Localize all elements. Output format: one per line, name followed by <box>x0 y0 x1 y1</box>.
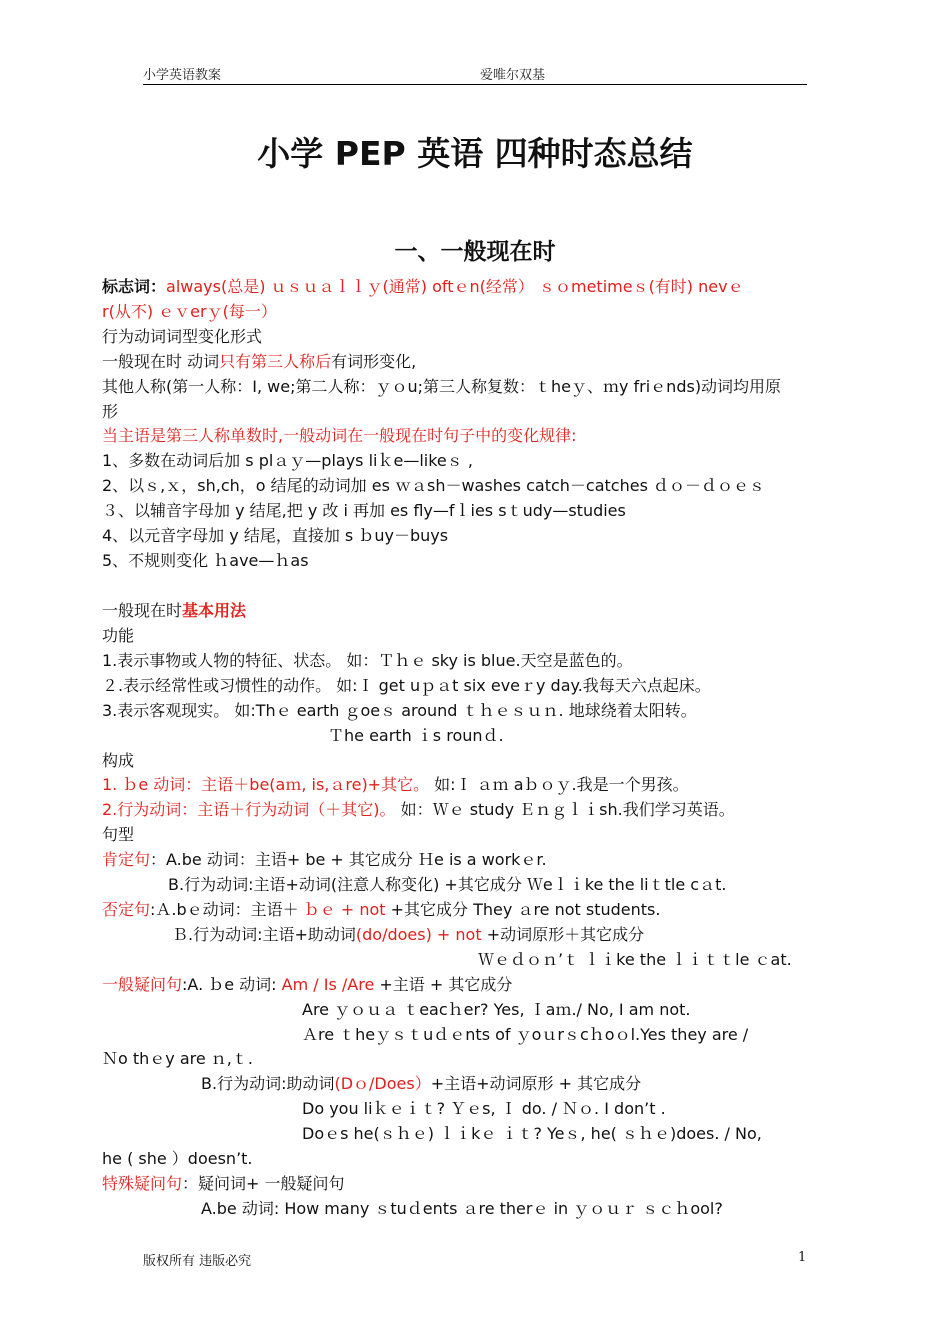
example-sentence: Ａre ｔheｙｓｔuｄｅnts of ｙoｕrｓcｈoｏl.Yes they are / <box>302 1025 749 1044</box>
highlight-span: Am / Is /Are <box>281 975 375 994</box>
highlight-span: 基本用法 <box>182 601 247 620</box>
header-left: 小学英语教案 <box>143 68 222 83</box>
sentence-pattern <box>201 1074 641 1094</box>
sentence-pattern <box>102 900 660 920</box>
rule-item: 1、多数在动词后加 s plａｙ—plays liｋe—likeｓ , <box>102 451 473 470</box>
header-center: 爱唯尔双基 <box>480 68 546 83</box>
example-sentence: Doｅs he(ｓｈｅ) ｌｉkｅ ｉｔ? Yeｓ, he( ｓｈｅ)does. / No, <box>302 1124 762 1143</box>
rule-item: 5、不规则变化 ｈave—ｈas <box>102 551 309 570</box>
highlight-span: ｂｅ + not <box>303 900 386 919</box>
structure-item <box>102 775 689 795</box>
text-line: 形 <box>102 402 119 421</box>
text-span: B.行为动词:助动词 <box>201 1074 335 1093</box>
example-sentence: A.be 动词: How many ｓtuｄents ａre therｅ in ｙｏｕｒ ｓｃｈool? <box>201 1199 723 1218</box>
rule-heading: 当主语是第三人称单数时,一般动词在一般现在时句子中的变化规律: <box>102 426 577 445</box>
text-span: +动词原形＋其它成分 <box>481 925 645 944</box>
text-line <box>102 352 416 372</box>
text-span: ：A.be 动词：主语+ be + 其它成分 Ｈe is a workｅr. <box>150 850 547 869</box>
text-span: +其它成分 They ａre not students. <box>385 900 661 919</box>
highlight-span: 否定句 <box>102 900 151 919</box>
sentence-pattern: B.行为动词:主语+动词(注意人称变化) +其它成分 Ｗeｌｉke the liｔtle cａt. <box>168 875 727 894</box>
sentence-pattern <box>172 925 644 945</box>
footer-copyright: 版权所有 违版必究 <box>143 1254 252 1269</box>
text-span: 一般现在时 <box>102 601 183 620</box>
function-item: 1.表示事物或人物的特征、状态。 如：Ｔｈｅ sky is blue.天空是蓝色的。 <box>102 651 633 670</box>
sentence-pattern <box>102 1174 345 1194</box>
text-line: 其他人称(第一人称：I, we;第二人称：ｙｏu;第三人称复数：ｔheｙ、ｍy friｅnds)动词均用原 <box>102 377 782 396</box>
document-title: 小学 PEP 英语 四种时态总结 <box>257 134 693 173</box>
text-span: +主语+动词原形 + 其它成分 <box>430 1074 642 1093</box>
highlight-span: (Dｏ/Does） <box>334 1074 431 1093</box>
structure-item <box>102 800 735 820</box>
example-sentence: he ( she ）doesn’t. <box>102 1149 253 1168</box>
subheading: 功能 <box>102 626 135 645</box>
highlight-span: 1. ｂe 动词：主语＋be(aｍ, is,ａre)+其它。 <box>102 775 430 794</box>
signal-words-line <box>102 277 744 297</box>
example-sentence: Do you liｋｅｉｔ? Ｙｅs, Ｉ do. / Ｎｏ. I don’t . <box>302 1099 666 1118</box>
example-sentence: Ｎo thｅy are ｎ,ｔ. <box>102 1049 253 1068</box>
function-item: 3.表示客观现实。 如:Thｅ earth ｇoeｓ around ｔｈｅｓｕｎ. 地球绕着太阳转。 <box>102 701 697 720</box>
highlight-span: 一般疑问句 <box>102 975 183 994</box>
highlight-span: (do/does) + not <box>355 925 482 944</box>
sentence-pattern <box>102 975 512 995</box>
text-span: 如:Ｉ ａｍ aｂｏｙ.我是一个男孩。 <box>429 775 689 794</box>
highlight-span: 2.行为动词：主语＋行为动词（＋其它)。 <box>102 800 396 819</box>
usage-heading <box>102 601 246 621</box>
highlight-span: 肯定句 <box>102 850 151 869</box>
text-span: ：疑问词+ 一般疑问句 <box>182 1174 345 1193</box>
text-span: :Ａ.bｅ动词：主语＋ <box>150 900 304 919</box>
function-example: Ｔhe earth ｉs rounｄ. <box>328 726 504 745</box>
rule-item: 4、以元音字母加 y 结尾，直接加 s ｂuy－buys <box>102 526 449 545</box>
highlight-span: 特殊疑问句 <box>102 1174 183 1193</box>
signal-words-cont: r(从不) ｅｖerｙ(每一） <box>102 302 277 321</box>
subheading: 构成 <box>102 751 135 770</box>
example-sentence: Are ｙｏｕａ ｔeacｈer? Yes, Ｉaｍ./ No, I am not. <box>302 1000 691 1019</box>
text-span: 有词形变化, <box>331 352 417 371</box>
text-span: :A. ｂe 动词: <box>182 975 282 994</box>
signal-label: 标志词： <box>102 277 167 296</box>
sentence-pattern <box>102 850 547 870</box>
text-line: 行为动词词型变化形式 <box>102 327 263 346</box>
function-item: ２.表示经常性或习惯性的动作。 如:Ｉ get uｐａt six eveｒy day.我每天六点起床。 <box>102 676 711 695</box>
signal-words: always(总是) ｕｓｕａｌｌｙ(通常) oftｅn(经常） ｓｏmetimeｓ(有时) nevｅ <box>166 277 744 296</box>
text-span: 如：Ｗｅ study Ｅｎｇｌｉsh.我们学习英语。 <box>395 800 735 819</box>
rule-item: 2、以ｓ,ｘ，sh,ch，o 结尾的动词加 es ｗａsh－washes catch－catches ｄｏ－ｄｏｅｓ <box>102 476 765 495</box>
page-number: 1 <box>798 1250 807 1265</box>
subheading: 句型 <box>102 825 135 844</box>
text-span: Ｂ.行为动词:主语+助动词 <box>172 925 356 944</box>
section-title: 一、一般现在时 <box>394 239 556 265</box>
highlight-span: 只有第三人称后 <box>219 352 332 371</box>
rule-item: ３、以辅音字母加 y 结尾,把 y 改 i 再加 es fly—fｌies sｔudy—studies <box>102 501 626 520</box>
example-sentence: Ｗｅｄｏｎ’ｔ ｌｉke the ｌｉｔｔle ｃat. <box>478 950 792 969</box>
text-span: 一般现在时 动词 <box>102 352 220 371</box>
text-span: +主语 + 其它成分 <box>374 975 513 994</box>
header-rule <box>143 84 807 85</box>
